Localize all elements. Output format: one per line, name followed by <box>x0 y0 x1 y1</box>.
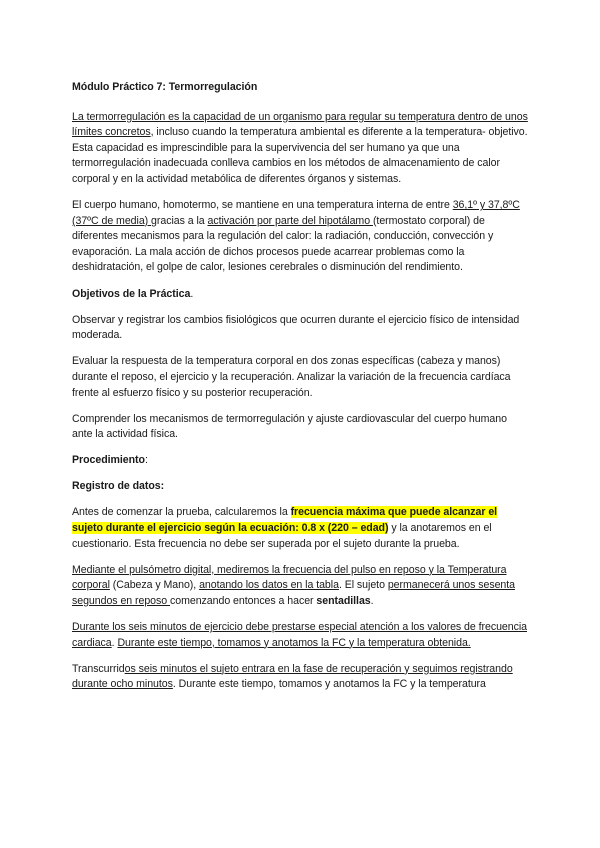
p2-underline-3: permanecerá unos sesenta segundos en reposo <box>72 579 515 607</box>
max-frequency-equation: frecuencia máxima que puede alcanzar el sujeto durante el ejercicio según la ecuación: 0.8 x (220 – edad) <box>72 506 498 535</box>
p3-text-1: . <box>111 636 118 649</box>
objective-3: Comprender los mecanismos de termorregulación y ajuste cardiovascular del cuerpo humano ante la actividad física. <box>72 412 507 441</box>
intro-text: , incluso cuando la temperatura ambiental es diferente a la temperatura- objetivo. Esta capacidad es imprescindible para la supervivencia del ser humano ya que una termorregulación inadecuada conlleva cambios en los métodos de almacenamiento de calor corporal y en la actividad metabólica de diferentes órganos y sistemas. <box>72 126 528 185</box>
p2-text-1: (Cabeza y Mano), <box>109 579 200 592</box>
p1-text-1: Antes de comenzar la prueba, calcularemos la <box>72 506 291 519</box>
intro-definition: La termorregulación es la capacidad de un organismo para regular su temperatura dentro de unos límites concretos <box>72 110 528 139</box>
homotermo-text-1: El cuerpo humano, homotermo, se mantiene en una temperatura interna de entre <box>72 199 453 212</box>
p3-underline-1: Durante los seis minutos de ejercicio debe prestarse especial atención a los valores de frecuencia cardiaca <box>72 621 528 649</box>
objectives-heading-dot: . <box>190 287 194 300</box>
temperature-range: 36,1º y 37,8ºC (37ºC de media) <box>72 199 520 227</box>
p3-underline-2: Durante este tiempo, tomamos y anotamos la FC y la temperatura obtenida. <box>117 636 471 649</box>
document-body <box>72 80 530 703</box>
objective-1: Observar y registrar los cambios fisiológicos que ocurren durante el ejercicio físico de intensidad moderada. <box>72 313 520 342</box>
p2-text-2: . El sujeto <box>338 579 388 592</box>
hypothalamus-activation: activación por parte del hipotálamo <box>207 214 373 227</box>
objectives-heading <box>72 287 530 303</box>
homotermo-paragraph <box>72 198 530 276</box>
max-frequency-paragraph <box>72 505 530 552</box>
homotermo-text-2: gracias a la <box>151 214 208 227</box>
homotermo-text-3: (termostato corporal) de diferentes mecanismos para la regulación del calor: la radiación, conducción, convección y evaporación. La mala acción de dichos procesos puede acarrear problemas como la deshidratación, el golpe de calor, lesiones cerebrales o disminución del rendimiento. <box>72 214 494 274</box>
data-record-heading: Registro de datos: <box>72 480 165 493</box>
exercise-paragraph <box>72 620 530 651</box>
p2-text-3: comenzando entonces a hacer <box>170 594 317 607</box>
p2-underline-1: Mediante el pulsómetro digital, mediremos la frecuencia del pulso en reposo y la Temperatura corporal <box>72 563 507 592</box>
p4-text-1: Transcurrid <box>72 662 125 675</box>
p4-text-2: . Durante este tiempo, tomamos y anotamos la FC y la temperatura <box>172 678 486 691</box>
recovery-paragraph <box>72 662 530 693</box>
procedure-heading <box>72 453 530 469</box>
objectives-heading-text: Objetivos de la Práctica <box>72 287 191 300</box>
page-title: Módulo Práctico 7: Termorregulación <box>72 81 258 93</box>
objective-2: Evaluar la respuesta de la temperatura corporal en dos zonas específicas (cabeza y manos) durante el reposo, el ejercicio y la recuperación. Analizar la variación de la frecuencia cardíaca frente al esfuerzo físico y su posterior recuperación. <box>72 355 511 399</box>
p2-text-4: . <box>370 594 374 607</box>
procedure-heading-text: Procedimiento <box>72 454 145 467</box>
squats-term: sentadillas <box>316 594 371 607</box>
p1-text-2: y la anotaremos en el cuestionario. Esta frecuencia no debe ser superada por el sujeto durante la prueba. <box>72 522 492 550</box>
intro-paragraph <box>72 110 530 188</box>
procedure-heading-colon: : <box>144 454 148 467</box>
rest-measurement-paragraph <box>72 563 530 610</box>
p2-underline-2: anotando los datos en la tabla <box>199 579 339 592</box>
p4-underline-1: os seis minutos el sujeto entrara en la fase de recuperación y seguimos registrando durante ocho minutos <box>72 662 513 691</box>
